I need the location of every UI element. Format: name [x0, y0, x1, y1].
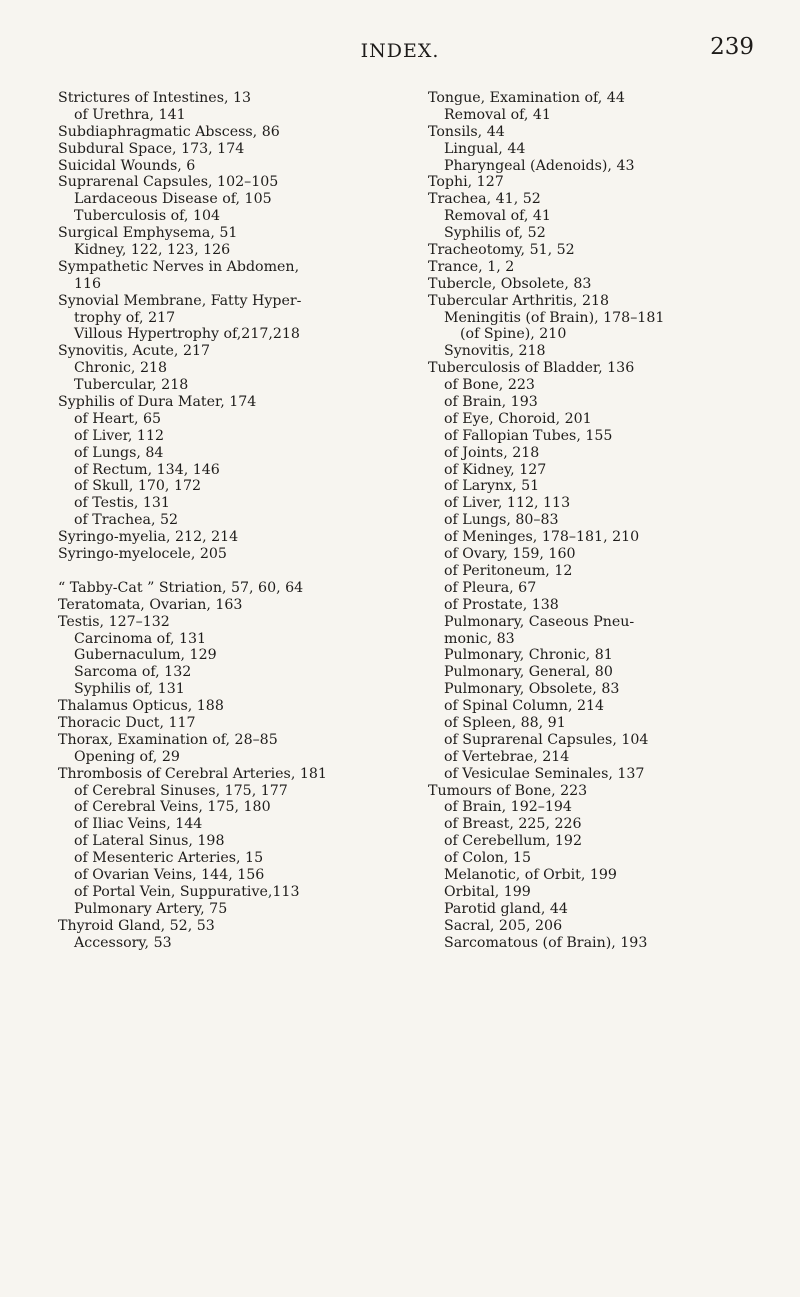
index-subentry: of Vertebrae, 214 [444, 748, 570, 765]
index-column-right [428, 90, 768, 951]
index-entry: Tonsils, 44 [428, 123, 505, 140]
index-entry: Suprarenal Capsules, 102–105 [58, 174, 279, 191]
index-subentry: Sacral, 205, 206 [444, 917, 563, 934]
page-header [0, 34, 800, 70]
index-subentry: Meningitis (of Brain), 178–181 [444, 309, 665, 326]
index-entry: Thalamus Opticus, 188 [58, 698, 224, 715]
index-entry: Tracheotomy, 51, 52 [428, 242, 575, 259]
index-subentry: of Liver, 112, 113 [444, 495, 571, 512]
index-subentry: Lingual, 44 [444, 140, 526, 157]
index-subentry: of Heart, 65 [74, 410, 162, 427]
index-subentry: Sarcomatous (of Brain), 193 [444, 934, 648, 951]
index-subentry: Villous Hypertrophy of,217,218 [74, 326, 300, 343]
index-subentry: of Cerebellum, 192 [444, 833, 582, 850]
index-subentry: Accessory, 53 [74, 934, 172, 951]
index-subentry: of Suprarenal Capsules, 104 [444, 731, 649, 748]
index-subentry: of Lateral Sinus, 198 [74, 833, 225, 850]
index-subentry: of Joints, 218 [444, 444, 540, 461]
index-subentry: Pulmonary, General, 80 [444, 664, 613, 681]
index-entry: Tumours of Bone, 223 [428, 782, 588, 799]
index-subentry: Tuberculosis of, 104 [74, 208, 221, 225]
index-subentry: of Ovary, 159, 160 [444, 546, 576, 563]
index-subentry: of Prostate, 138 [444, 596, 559, 613]
index-entry: Thorax, Examination of, 28–85 [58, 731, 278, 748]
index-subentry: Removal of, 41 [444, 106, 551, 123]
index-subentry: of Urethra, 141 [74, 106, 186, 123]
index-subentry: Opening of, 29 [74, 748, 180, 765]
index-subentry: Parotid gland, 44 [444, 900, 568, 917]
index-entry: Syphilis of Dura Mater, 174 [58, 394, 257, 411]
index-entry: Synovial Membrane, Fatty Hyper- [58, 292, 302, 309]
index-subentry: of Skull, 170, 172 [74, 478, 202, 495]
index-subentry: Synovitis, 218 [444, 343, 546, 360]
index-subentry: of Brain, 193 [444, 394, 538, 411]
index-subentry: of Fallopian Tubes, 155 [444, 427, 613, 444]
index-subentry: of Portal Vein, Suppurative,113 [74, 883, 300, 900]
index-subentry: of Colon, 15 [444, 850, 531, 867]
index-subentry: 116 [74, 275, 102, 292]
index-entry: Tubercle, Obsolete, 83 [428, 275, 592, 292]
index-entry: Thrombosis of Cerebral Arteries, 181 [58, 765, 327, 782]
index-subentry: of Brain, 192–194 [444, 799, 572, 816]
index-column-left [58, 90, 388, 951]
index-subentry: Chronic, 218 [74, 360, 168, 377]
index-subentry: of Spinal Column, 214 [444, 698, 605, 715]
index-subentry: Pulmonary, Chronic, 81 [444, 647, 613, 664]
index-subentry: of Peritoneum, 12 [444, 562, 573, 579]
index-subentry: Removal of, 41 [444, 208, 551, 225]
index-subentry: Pulmonary Artery, 75 [74, 900, 228, 917]
index-subentry: of Testis, 131 [74, 495, 170, 512]
index-entry: Thyroid Gland, 52, 53 [58, 917, 215, 934]
index-subentry: Lardaceous Disease of, 105 [74, 191, 272, 208]
index-entry: Tubercular Arthritis, 218 [428, 292, 610, 309]
index-entry: Thoracic Duct, 117 [58, 714, 196, 731]
index-subentry: of Iliac Veins, 144 [74, 816, 203, 833]
index-entry: Subdiaphragmatic Abscess, 86 [58, 123, 280, 140]
index-entry: Surgical Emphysema, 51 [58, 225, 238, 242]
index-subentry: Pulmonary, Caseous Pneu- [444, 613, 635, 630]
index-subentry: of Ovarian Veins, 144, 156 [74, 866, 265, 883]
index-subentry: of Kidney, 127 [444, 461, 547, 478]
index-entry: Syringo-myelocele, 205 [58, 546, 227, 563]
index-subentry: Orbital, 199 [444, 883, 531, 900]
index-subentry: of Larynx, 51 [444, 478, 540, 495]
index-subentry: of Mesenteric Arteries, 15 [74, 850, 264, 867]
index-subentry: trophy of, 217 [74, 309, 176, 326]
index-entry: Tophi, 127 [428, 174, 504, 191]
index-entry: Trachea, 41, 52 [428, 191, 541, 208]
index-entry: Sympathetic Nerves in Abdomen, [58, 258, 300, 275]
index-entry: Syringo-myelia, 212, 214 [58, 529, 239, 546]
index-entry: Tuberculosis of Bladder, 136 [428, 360, 635, 377]
index-subentry: Syphilis of, 52 [444, 225, 546, 242]
index-entry: Trance, 1, 2 [428, 258, 515, 275]
index-subentry: Pharyngeal (Adenoids), 43 [444, 157, 635, 174]
index-entry: Suicidal Wounds, 6 [58, 157, 196, 174]
index-entry: Strictures of Intestines, 13 [58, 90, 252, 106]
index-entry: Synovitis, Acute, 217 [58, 343, 211, 360]
index-subentry: Sarcoma of, 132 [74, 664, 192, 681]
index-subentry: of Vesiculae Seminales, 137 [444, 765, 645, 782]
index-subentry: monic, 83 [444, 630, 515, 647]
index-gap [58, 563, 388, 580]
index-subentry: Tubercular, 218 [74, 377, 189, 394]
index-subentry: of Eye, Choroid, 201 [444, 410, 592, 427]
index-subentry: of Spleen, 88, 91 [444, 714, 566, 731]
index-subentry: of Rectum, 134, 146 [74, 461, 220, 478]
index-subentry: of Meninges, 178–181, 210 [444, 529, 640, 546]
index-subentry: of Pleura, 67 [444, 579, 537, 596]
index-subentry: Melanotic, of Orbit, 199 [444, 866, 617, 883]
index-entry: “ Tabby-Cat ” Striation, 57, 60, 64 [58, 579, 304, 596]
index-subentry: of Cerebral Sinuses, 175, 177 [74, 782, 288, 799]
index-subentry: Pulmonary, Obsolete, 83 [444, 681, 620, 698]
index-subentry: of Breast, 225, 226 [444, 816, 582, 833]
index-subentry: of Liver, 112 [74, 427, 164, 444]
index-subentry: Syphilis of, 131 [74, 681, 185, 698]
index-subentry: Gubernaculum, 129 [74, 647, 217, 664]
index-subentry: of Lungs, 80–83 [444, 512, 559, 529]
index-subentry: (of Spine), 210 [460, 326, 567, 343]
index-subentry: Carcinoma of, 131 [74, 630, 207, 647]
index-entry: Subdural Space, 173, 174 [58, 140, 245, 157]
index-entry: Testis, 127–132 [58, 613, 170, 630]
index-subentry: of Lungs, 84 [74, 444, 164, 461]
page-number: 239 [710, 34, 754, 60]
index-entry: Teratomata, Ovarian, 163 [58, 596, 243, 613]
index-entry: Tongue, Examination of, 44 [428, 90, 625, 106]
index-subentry: Kidney, 122, 123, 126 [74, 242, 231, 259]
index-subentry: of Trachea, 52 [74, 512, 179, 529]
index-subentry: of Cerebral Veins, 175, 180 [74, 799, 271, 816]
page-title: INDEX. [360, 40, 440, 62]
index-subentry: of Bone, 223 [444, 377, 535, 394]
